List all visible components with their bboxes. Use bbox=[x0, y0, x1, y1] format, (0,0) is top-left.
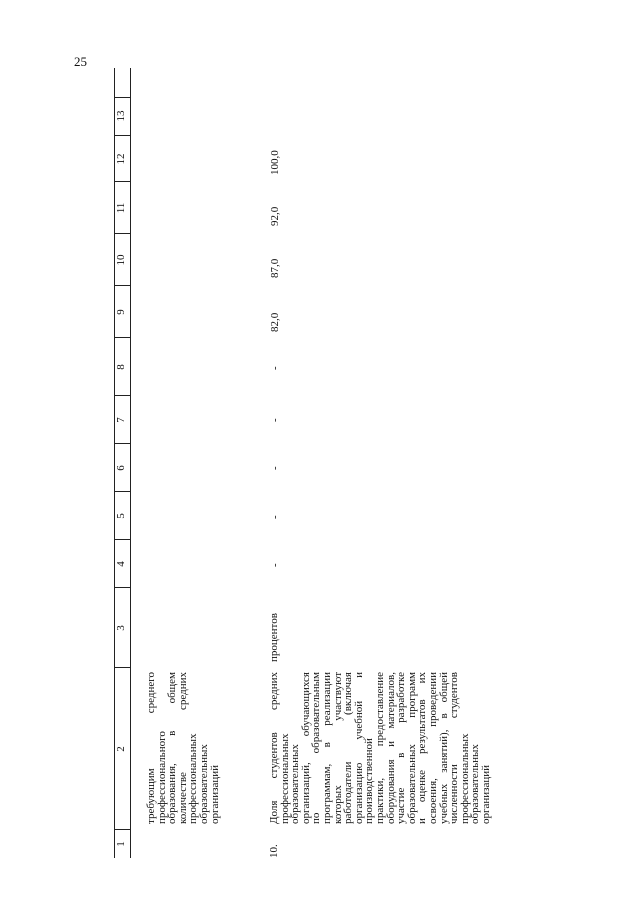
column-header: 1 bbox=[115, 841, 127, 847]
description-line: профессиональных bbox=[187, 733, 200, 824]
value-cell: 92,0 bbox=[269, 206, 281, 226]
description-line: оборудования и материалов, bbox=[384, 672, 397, 824]
row-number: 10. bbox=[268, 844, 280, 858]
description-line: и оценке результатов их bbox=[416, 672, 429, 824]
column-header: 3 bbox=[115, 625, 127, 631]
description-line: участие в разработке bbox=[395, 672, 408, 824]
page-number: 25 bbox=[74, 54, 87, 69]
description-line: производственной bbox=[363, 738, 376, 824]
description-line: численности студентов bbox=[448, 672, 461, 824]
column-separator bbox=[114, 97, 130, 98]
column-header: 5 bbox=[115, 513, 127, 519]
column-separator bbox=[114, 667, 130, 668]
description-line: работодатели (включая bbox=[342, 672, 355, 824]
column-separator bbox=[114, 443, 130, 444]
description-line: которых участвуют bbox=[331, 672, 344, 824]
column-separator bbox=[114, 233, 130, 234]
rotated-table bbox=[114, 68, 534, 858]
column-header: 7 bbox=[115, 417, 127, 423]
column-separator bbox=[114, 181, 130, 182]
description-line: Доля студентов средних bbox=[268, 672, 280, 824]
description-line: профессиональных bbox=[278, 733, 291, 824]
description-line: требующим среднего bbox=[145, 672, 157, 824]
unit-cell: процентов bbox=[268, 613, 280, 662]
column-separator bbox=[114, 285, 130, 286]
description-line: образовательных bbox=[469, 744, 482, 824]
header-bottom-rule bbox=[130, 68, 131, 858]
column-separator bbox=[114, 829, 130, 830]
column-header: 13 bbox=[115, 110, 127, 122]
value-cell: - bbox=[269, 563, 281, 567]
value-cell: 87,0 bbox=[269, 258, 281, 278]
column-header: 9 bbox=[115, 309, 127, 315]
column-header: 10 bbox=[115, 254, 127, 266]
description-line: организацию учебной и bbox=[352, 672, 365, 824]
row-10-description bbox=[269, 672, 491, 824]
column-header: 12 bbox=[115, 153, 127, 165]
description-line: образовательных bbox=[289, 744, 302, 824]
column-separator bbox=[114, 587, 130, 588]
column-separator bbox=[114, 539, 130, 540]
description-line: организаций bbox=[208, 764, 221, 824]
column-header: 2 bbox=[115, 746, 127, 752]
description-line: учебных занятий), в общей bbox=[437, 672, 450, 824]
column-separator bbox=[114, 395, 130, 396]
description-line: образовательных bbox=[197, 744, 210, 824]
column-separator bbox=[114, 135, 130, 136]
continued-row-description bbox=[146, 672, 220, 824]
column-header: 6 bbox=[115, 465, 127, 471]
description-line: количестве средних bbox=[176, 672, 189, 824]
description-line: по образовательным bbox=[310, 672, 323, 824]
description-line: профессионального bbox=[155, 731, 168, 824]
description-line: практики, предоставление bbox=[373, 672, 386, 824]
description-line: освоения, проведении bbox=[426, 672, 439, 824]
column-header: 4 bbox=[115, 561, 127, 567]
value-cell: - bbox=[269, 366, 281, 370]
description-line: образования, в общем bbox=[166, 672, 179, 824]
value-cell: 82,0 bbox=[269, 312, 281, 332]
description-line: профессиональных bbox=[458, 733, 471, 824]
description-line: организаций bbox=[479, 764, 492, 824]
description-line: программам, в реализации bbox=[320, 672, 333, 824]
value-cell: - bbox=[269, 466, 281, 470]
description-line: организаций, обучающихся bbox=[299, 672, 312, 824]
column-header: 8 bbox=[115, 364, 127, 370]
description-line: образовательных программ bbox=[405, 672, 418, 824]
column-separator bbox=[114, 337, 130, 338]
value-cell: - bbox=[269, 418, 281, 422]
column-separator bbox=[114, 491, 130, 492]
column-header: 11 bbox=[115, 202, 127, 214]
value-cell: - bbox=[269, 515, 281, 519]
value-cell: 100,0 bbox=[269, 150, 281, 175]
